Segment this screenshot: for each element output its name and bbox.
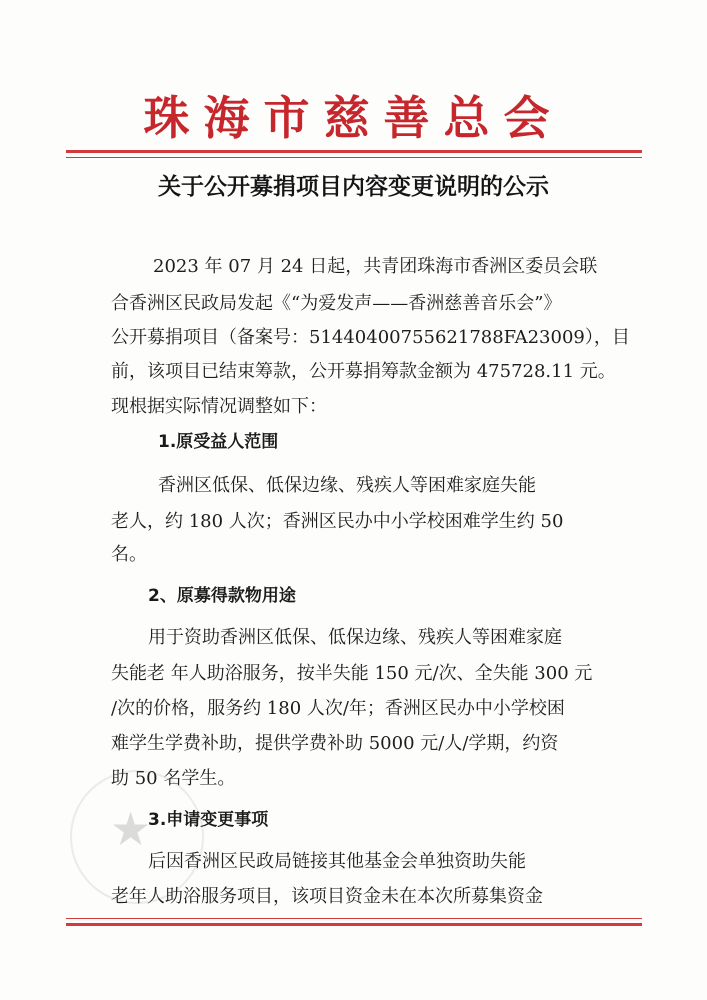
- section-3-line-2: 老年人助浴服务项目，该项目资金未在本次所募集资金: [111, 886, 543, 907]
- intro-line-2: 合香洲区民政局发起《“为爱发声——香洲慈善音乐会”》: [111, 293, 562, 314]
- section-2-heading: 2、原募得款物用途: [148, 586, 296, 606]
- section-2-line-4: 难学生学费补助，提供学费补助 5000 元/人/学期，约资: [111, 733, 559, 754]
- section-1-heading: 1.原受益人范围: [158, 432, 279, 452]
- section-2-line-1: 用于资助香洲区低保、低保边缘、残疾人等困难家庭: [148, 627, 562, 648]
- letterhead-rule-thick: [66, 150, 642, 153]
- section-1-line-1: 香洲区低保、低保边缘、残疾人等困难家庭失能: [158, 475, 536, 496]
- footer-rule-thin: [66, 918, 642, 919]
- seal-star-icon: ★: [110, 802, 152, 856]
- section-3-heading: 3.申请变更事项: [148, 810, 269, 830]
- section-2-line-3: /次的价格，服务约 180 人次/年；香洲区民办中小学校困: [111, 698, 565, 719]
- intro-line-1: 2023 年 07 月 24 日起，共青团珠海市香洲区委员会联: [153, 256, 598, 277]
- intro-line-3: 公开募捐项目（备案号：51440400755621788FA23009），目: [111, 327, 630, 348]
- section-1-line-2: 老人，约 180 人次；香洲区民办中小学校困难学生约 50: [111, 511, 564, 532]
- intro-line-4: 前，该项目已结束筹款，公开募捐筹款金额为 475728.11 元。: [111, 361, 616, 382]
- section-1-line-3: 名。: [111, 544, 147, 565]
- section-2-line-5: 助 50 名学生。: [111, 768, 236, 789]
- footer-rule-thick: [66, 923, 642, 926]
- section-3-line-1: 后因香洲区民政局链接其他基金会单独资助失能: [148, 851, 526, 872]
- intro-line-5: 现根据实际情况调整如下：: [111, 396, 327, 417]
- section-2-line-2: 失能老 年人助浴服务，按半失能 150 元/次、全失能 300 元: [111, 663, 593, 684]
- document-title: 关于公开募捐项目内容变更说明的公示: [158, 174, 549, 200]
- letterhead-rule-thin: [66, 157, 642, 158]
- letterhead-org-name: 珠海市慈善总会: [143, 91, 564, 145]
